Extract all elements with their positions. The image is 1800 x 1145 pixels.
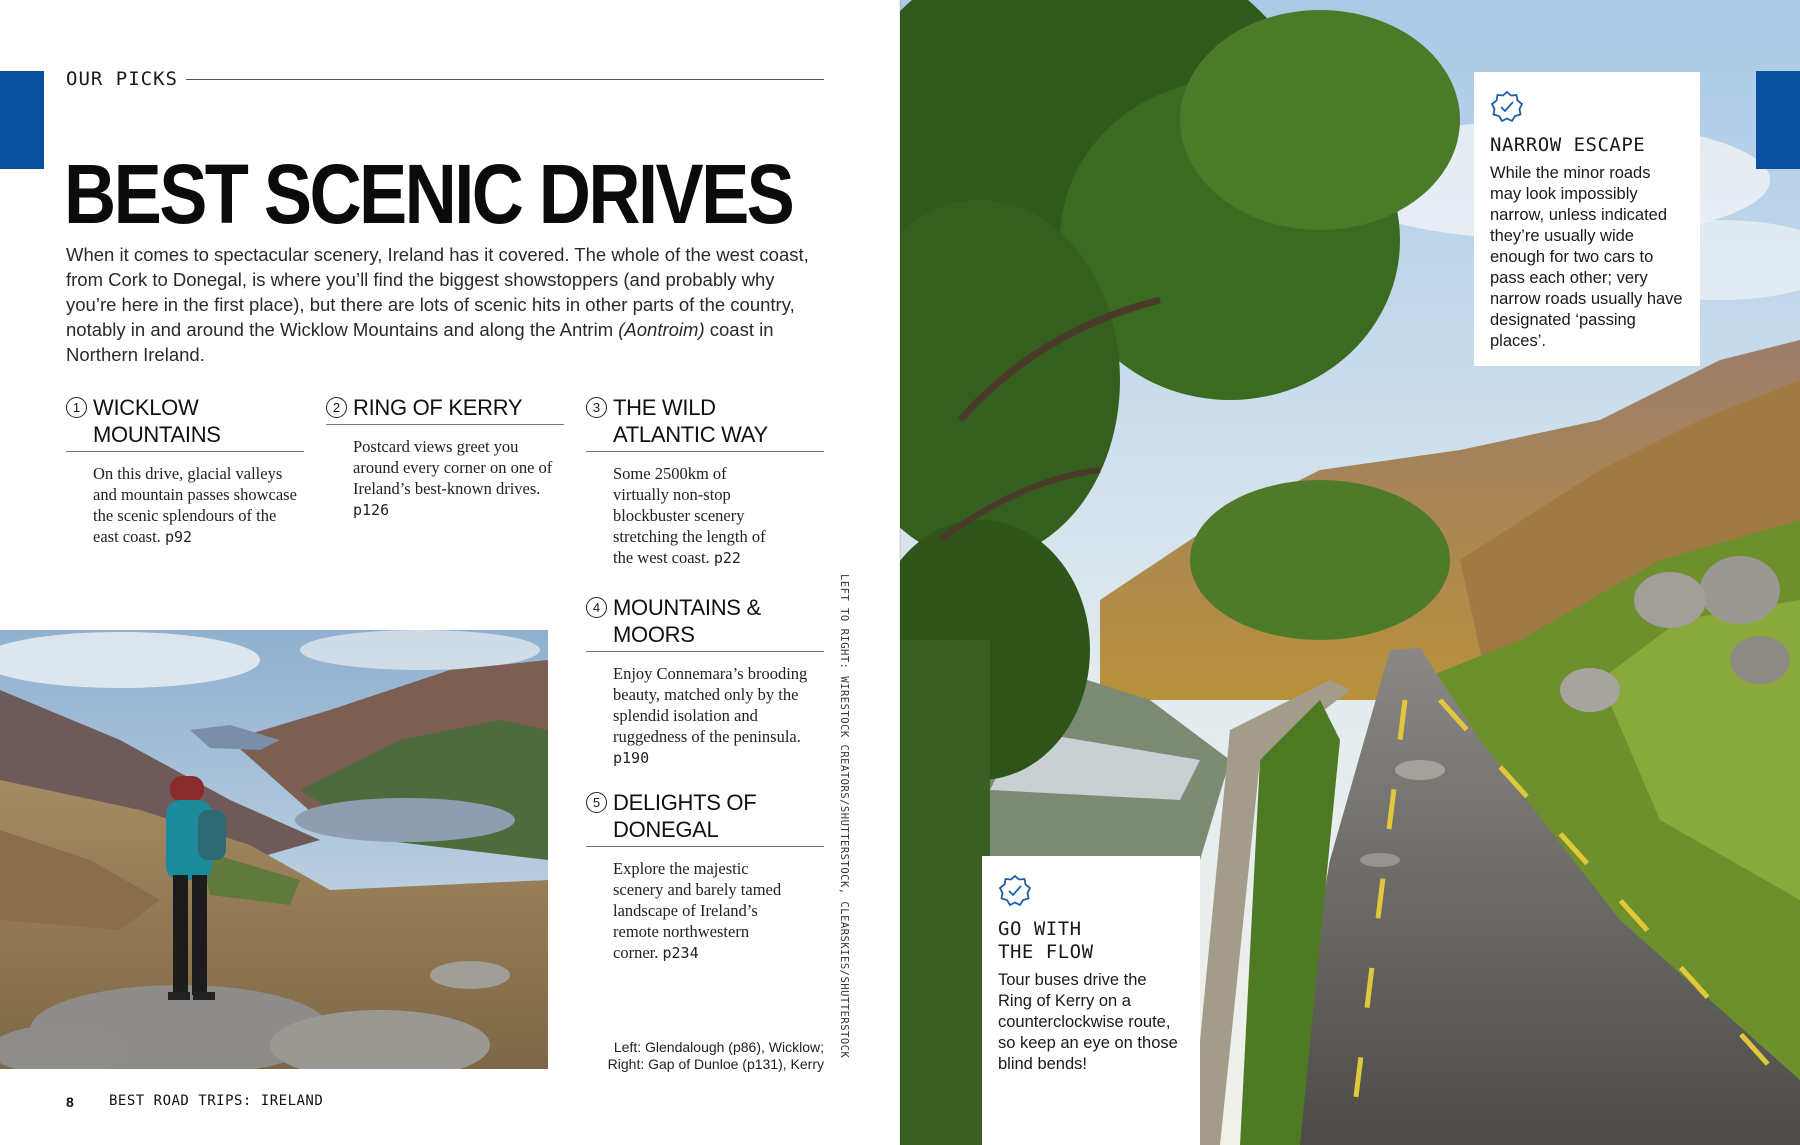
tip-body: While the minor roads may look impossibly narrow, unless indicated they’re usually wide enough for two cars to pass each other; very narrow roads usually have designated ‘passing places’. — [1490, 164, 1683, 350]
photo-caption: Left: Glendalough (p86), Wicklow; Right: Gap of Dunloe (p131), Kerry — [607, 1039, 824, 1072]
pick-wicklow-mountains — [66, 394, 304, 548]
tip-box-go-with-the-flow — [982, 856, 1200, 1145]
tip-title: NARROW ESCAPE — [1490, 134, 1646, 156]
pick-title: DELIGHTS OF DONEGAL — [613, 790, 757, 842]
pick-heading — [326, 394, 564, 425]
pick-number: 1 — [66, 397, 87, 418]
pick-title: WICKLOW MOUNTAINS — [93, 395, 221, 447]
tip-body: Tour buses drive the Ring of Kerry on a counterclockwise route, so keep an eye on those blind bends! — [998, 971, 1178, 1073]
pick-number: 3 — [586, 397, 607, 418]
tip-title: GO WITH THE FLOW — [998, 918, 1094, 963]
pick-number: 2 — [326, 397, 347, 418]
glendalough-photo — [0, 630, 548, 1069]
page-reference: p22 — [713, 549, 741, 567]
page-number: 8 — [66, 1094, 74, 1110]
verified-badge-icon — [998, 874, 1032, 908]
pick-ring-of-kerry — [326, 394, 564, 521]
pick-description: On this drive, glacial valleys and mountain passes showcase the scenic splendours of the east coast. p92 — [93, 464, 297, 546]
tip-box-narrow-escape — [1474, 72, 1700, 366]
photo-credit: LEFT TO RIGHT: WIRESTOCK CREATORS/SHUTTERSTOCK, CLEARSKIES/SHUTTERSTOCK — [838, 574, 850, 1059]
pick-number: 5 — [586, 792, 607, 813]
page-reference: p234 — [662, 944, 699, 962]
intro-text: When it comes to spectacular scenery, Ireland has it covered. The whole of the west coast, from Cork to Donegal, is where you’ll find the biggest showstoppers (and probably why you’re here in the first place), but there are lots of scenic hits in other parts of the country, notably in and around the Wicklow Mountains and along the Antrim — [66, 244, 809, 340]
intro-text-end: coast in Northern Ireland. — [66, 319, 774, 365]
section-rule — [186, 79, 824, 80]
pick-description: Postcard views greet you around every corner on one of Ireland’s best-known drives. p126 — [353, 437, 553, 519]
running-head: BEST ROAD TRIPS: IRELAND — [109, 1093, 324, 1109]
page-reference: p92 — [164, 528, 193, 546]
pick-title: MOUNTAINS & MOORS — [613, 595, 761, 647]
page-gutter — [899, 0, 901, 1145]
pick-title: RING OF KERRY — [353, 395, 523, 420]
pick-heading — [66, 394, 304, 452]
page-reference: p126 — [353, 501, 390, 519]
page-reference: p190 — [613, 749, 650, 767]
pick-delights-of-donegal — [586, 789, 824, 964]
pick-description: Some 2500km of virtually non-stop blockbuster scenery stretching the length of the west coast. p22 — [613, 464, 766, 567]
pick-title: THE WILD ATLANTIC WAY — [613, 395, 768, 447]
pick-heading — [586, 594, 824, 652]
page-title: BEST SCENIC DRIVES — [64, 147, 793, 241]
pick-description: Explore the majestic scenery and barely tamed landscape of Ireland’s remote northwestern corner. p234 — [613, 859, 782, 962]
intro-paragraph — [66, 242, 826, 367]
pick-wild-atlantic-way — [586, 394, 824, 569]
intro-italic: (Aontroim) — [618, 319, 705, 340]
verified-badge-icon — [1490, 90, 1524, 124]
pick-mountains-and-moors — [586, 594, 824, 769]
section-label: OUR PICKS — [66, 68, 178, 90]
pick-description: Enjoy Connemara’s brooding beauty, matched only by the splendid isolation and ruggedness of the peninsula. p190 — [613, 664, 808, 767]
pick-number: 4 — [586, 597, 607, 618]
pick-heading — [586, 394, 824, 452]
blue-edge-tab — [0, 71, 44, 169]
right-page — [900, 0, 1800, 1145]
blue-edge-tab — [1756, 71, 1800, 169]
pick-heading — [586, 789, 824, 847]
